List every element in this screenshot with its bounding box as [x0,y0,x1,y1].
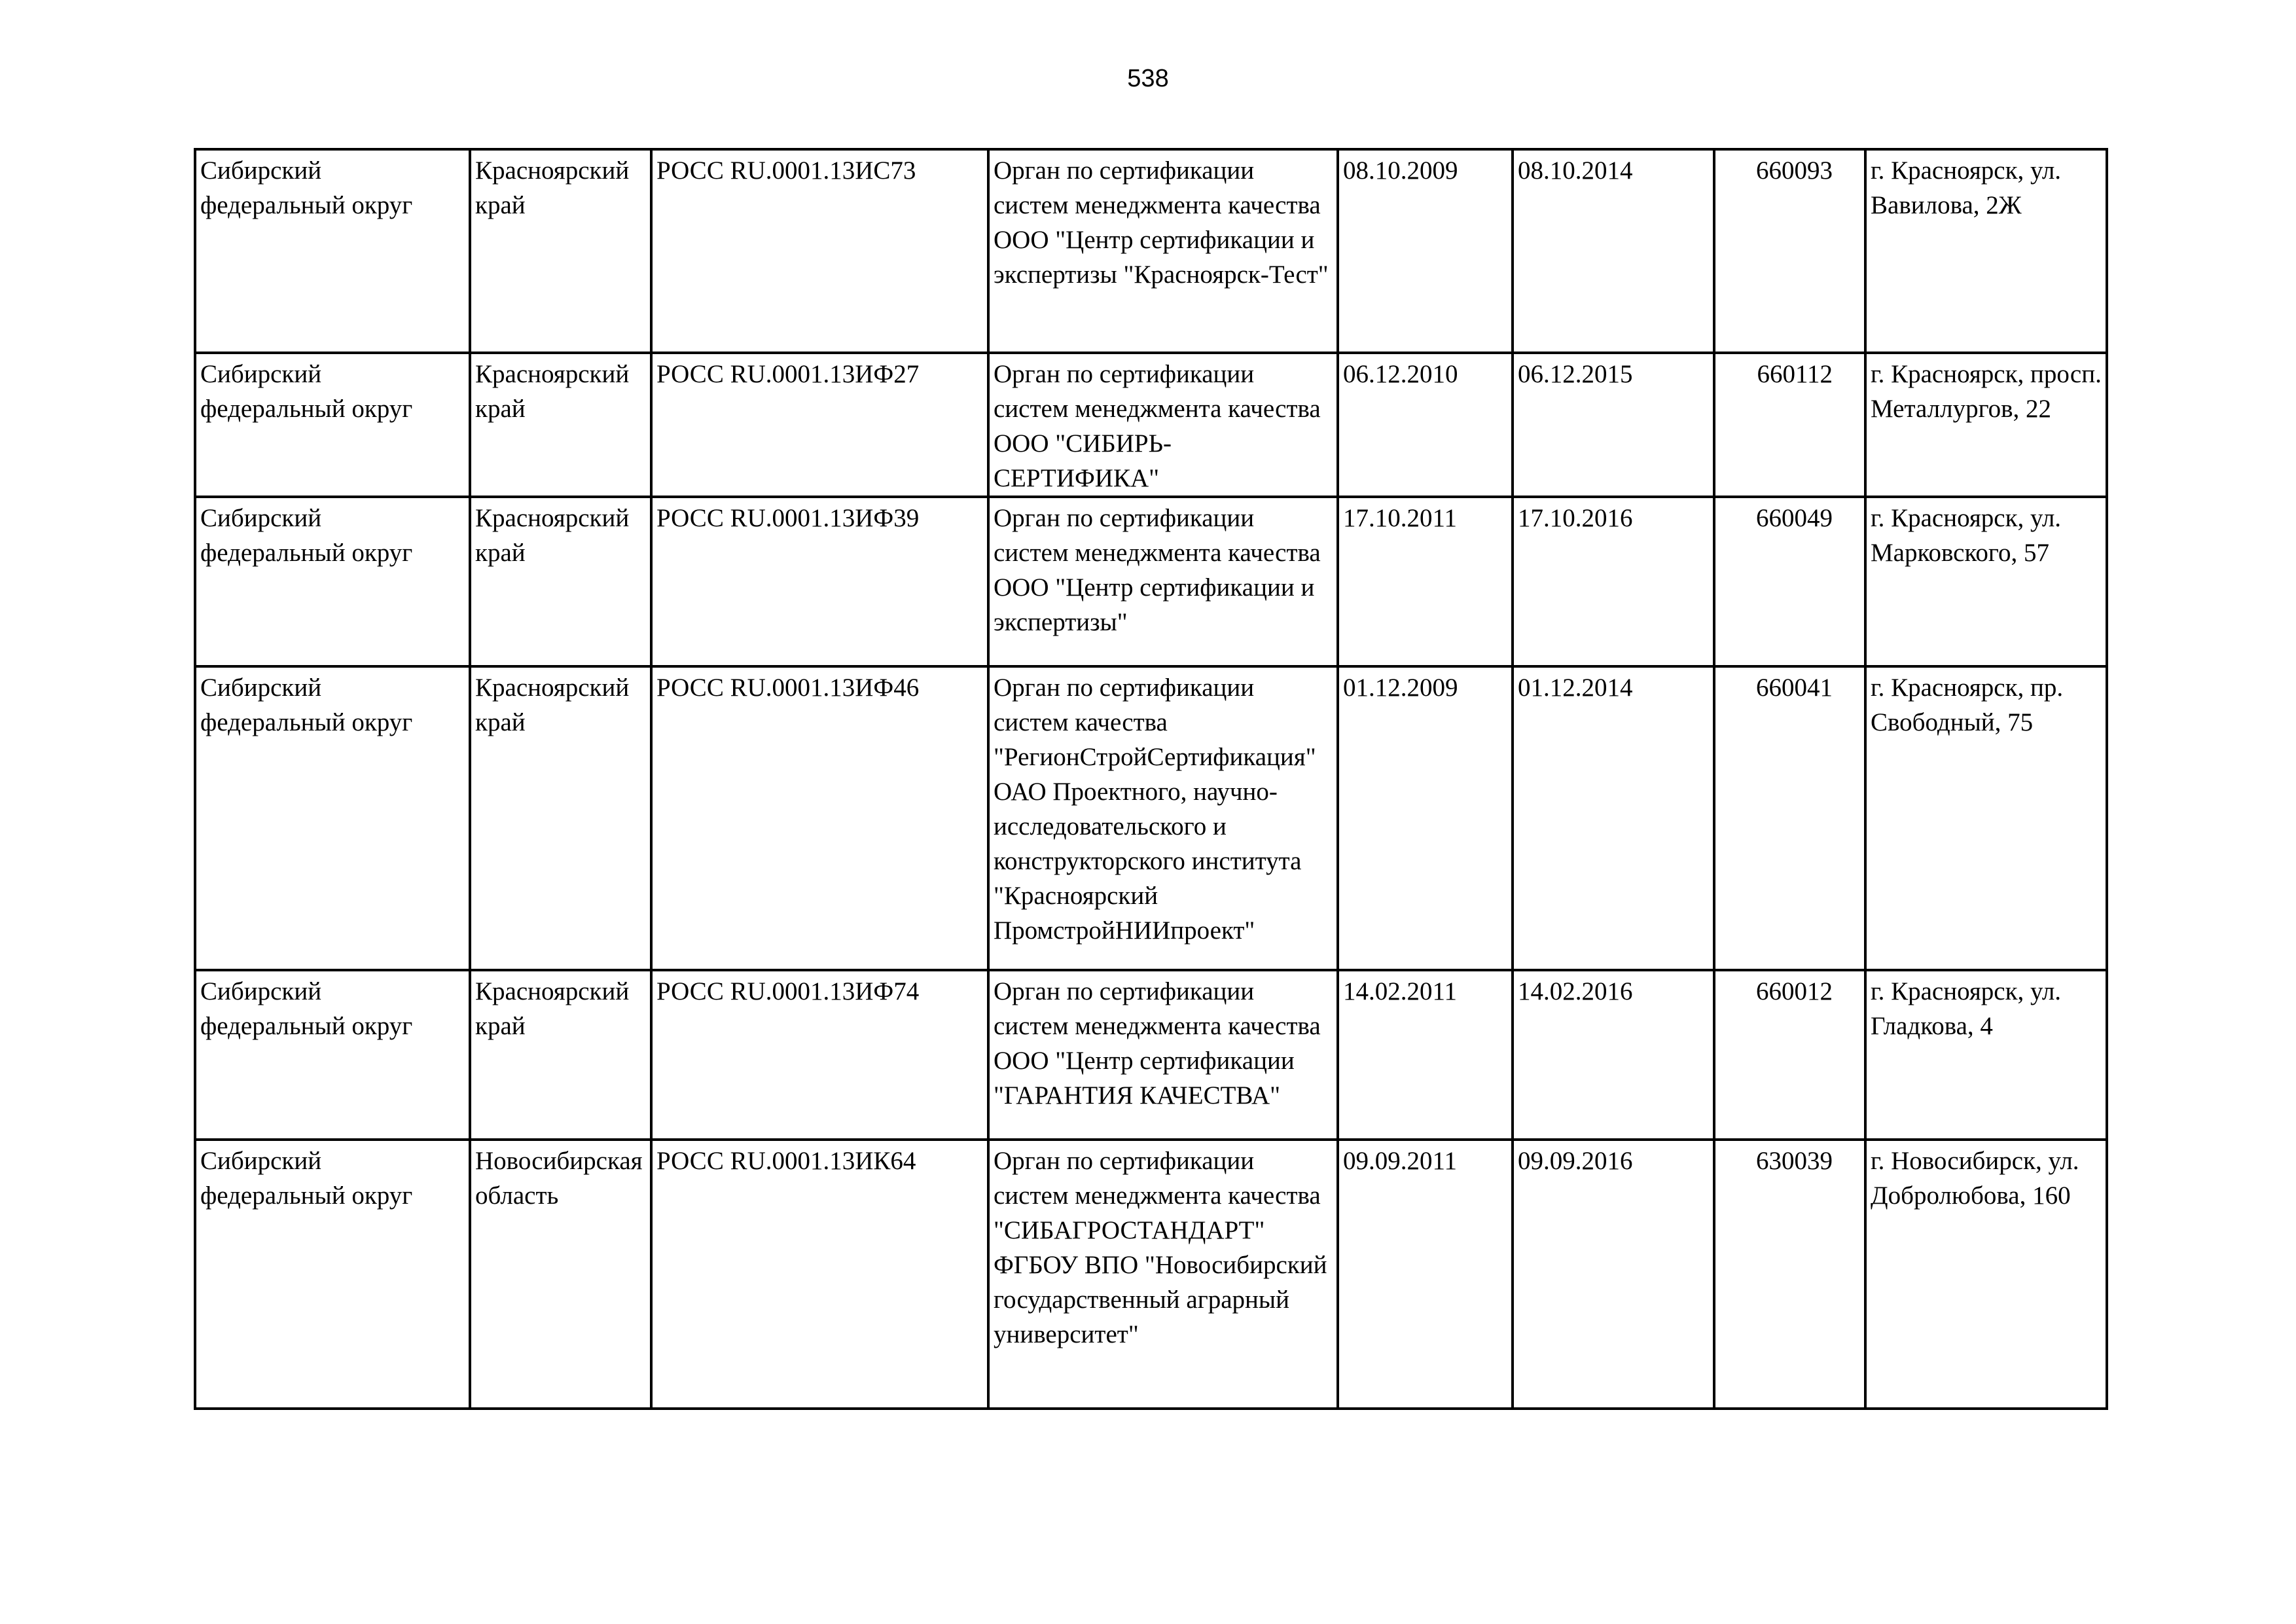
cell-reg-number: РОСС RU.0001.13ИК64 [651,1140,988,1409]
cell-district: Сибирский федеральный округ [195,1140,470,1409]
cell-reg-number: РОСС RU.0001.13ИС73 [651,149,988,353]
cell-date-issued: 01.12.2009 [1338,666,1513,970]
cell-region: Красноярский край [470,666,651,970]
cell-date-expires: 17.10.2016 [1513,497,1714,666]
table-row [195,970,2107,1140]
cell-region: Красноярский край [470,497,651,666]
cell-region: Красноярский край [470,353,651,497]
cell-postcode: 660112 [1714,353,1865,497]
table-row [195,1140,2107,1409]
cell-district: Сибирский федеральный округ [195,353,470,497]
cell-address: г. Красноярск, ул. Гладкова, 4 [1865,970,2107,1140]
cell-address: г. Красноярск, пр. Свободный, 75 [1865,666,2107,970]
cell-address: г. Красноярск, ул. Марковского, 57 [1865,497,2107,666]
cell-date-issued: 09.09.2011 [1338,1140,1513,1409]
cell-address: г. Красноярск, ул. Вавилова, 2Ж [1865,149,2107,353]
cell-date-issued: 08.10.2009 [1338,149,1513,353]
cell-date-expires: 01.12.2014 [1513,666,1714,970]
table-row [195,497,2107,666]
cell-postcode: 660041 [1714,666,1865,970]
page-number: 538 [1127,65,1169,92]
cell-reg-number: РОСС RU.0001.13ИФ74 [651,970,988,1140]
cell-date-expires: 08.10.2014 [1513,149,1714,353]
cell-district: Сибирский федеральный округ [195,666,470,970]
cell-district: Сибирский федеральный округ [195,497,470,666]
cell-organization: Орган по сертификации систем менеджмента качества "СИБАГРОСТАНДАРТ" ФГБОУ ВПО "Новосибирский государственный аграрный университет" [988,1140,1338,1409]
cell-reg-number: РОСС RU.0001.13ИФ27 [651,353,988,497]
cell-postcode: 660093 [1714,149,1865,353]
cell-region: Красноярский край [470,149,651,353]
cell-address: г. Красноярск, просп. Металлургов, 22 [1865,353,2107,497]
certification-registry-table [194,148,2108,1410]
cell-date-expires: 09.09.2016 [1513,1140,1714,1409]
cell-region: Красноярский край [470,970,651,1140]
cell-organization: Орган по сертификации систем менеджмента качества ООО "Центр сертификации "ГАРАНТИЯ КАЧЕСТВА" [988,970,1338,1140]
cell-organization: Орган по сертификации систем менеджмента качества ООО "Центр сертификации и экспертизы" [988,497,1338,666]
cell-district: Сибирский федеральный округ [195,149,470,353]
cell-date-issued: 17.10.2011 [1338,497,1513,666]
cell-region: Новосибирская область [470,1140,651,1409]
table-row [195,666,2107,970]
cell-date-expires: 14.02.2016 [1513,970,1714,1140]
cell-date-issued: 14.02.2011 [1338,970,1513,1140]
cell-date-expires: 06.12.2015 [1513,353,1714,497]
cell-postcode: 660049 [1714,497,1865,666]
cell-district: Сибирский федеральный округ [195,970,470,1140]
cell-organization: Орган по сертификации систем менеджмента качества ООО "Центр сертификации и экспертизы "Красноярск-Тест" [988,149,1338,353]
cell-postcode: 630039 [1714,1140,1865,1409]
cell-organization: Орган по сертификации систем менеджмента качества ООО "СИБИРЬ-СЕРТИФИКА" [988,353,1338,497]
cell-postcode: 660012 [1714,970,1865,1140]
cell-reg-number: РОСС RU.0001.13ИФ46 [651,666,988,970]
table-row [195,149,2107,353]
cell-address: г. Новосибирск, ул. Добролюбова, 160 [1865,1140,2107,1409]
cell-date-issued: 06.12.2010 [1338,353,1513,497]
table-row [195,353,2107,497]
cell-organization: Орган по сертификации систем качества "РегионСтройСертификация" ОАО Проектного, научно-исследовательского и конструкторского института "Красноярский ПромстройНИИпроект" [988,666,1338,970]
cell-reg-number: РОСС RU.0001.13ИФ39 [651,497,988,666]
